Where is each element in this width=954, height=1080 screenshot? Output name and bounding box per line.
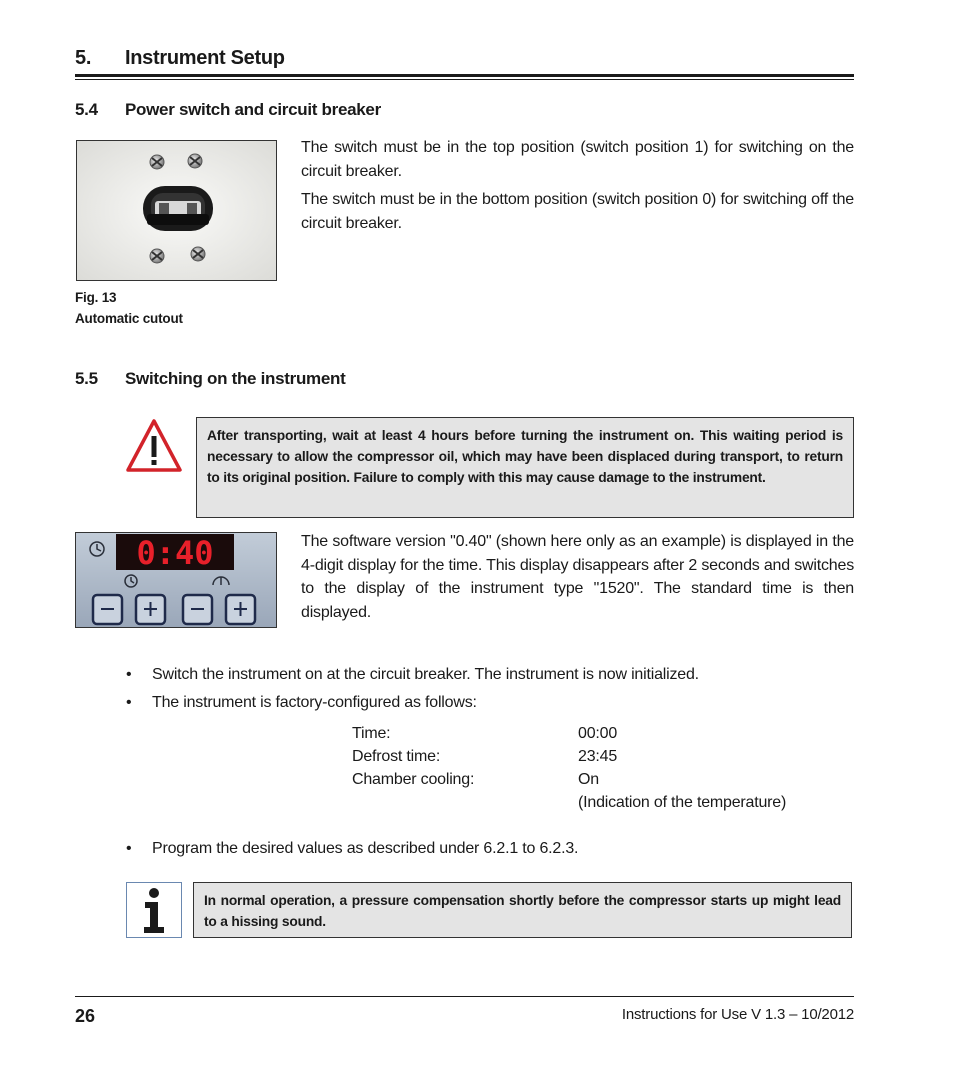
plus-button-icon	[136, 595, 165, 624]
config-row	[352, 791, 832, 814]
figure-caption-text: Automatic cutout	[75, 311, 183, 326]
header-rule-thin	[75, 79, 854, 80]
minus-button-icon	[183, 595, 212, 624]
bullet-icon: •	[126, 840, 132, 857]
bullet-icon: •	[126, 694, 132, 711]
page-number: 26	[75, 1006, 96, 1026]
section-title: Switching on the instrument	[125, 369, 346, 388]
chapter-heading	[75, 47, 854, 70]
figure-caption	[75, 287, 183, 329]
list-item-text: Program the desired values as described under 6.2.1 to 6.2.3.	[152, 840, 579, 857]
footer-text: Instructions for Use V 1.3 – 10/2012	[621, 1006, 854, 1023]
control-panel-image	[76, 533, 276, 627]
config-value: On	[578, 771, 599, 788]
list-item-text: The instrument is factory-configured as follows:	[152, 694, 477, 711]
list-item	[126, 840, 578, 858]
display-readout: 0:40	[136, 534, 214, 572]
circuit-breaker-image	[77, 141, 276, 280]
chapter-number: 5.	[75, 47, 92, 69]
warning-box	[196, 417, 854, 518]
screw-icon	[188, 154, 202, 168]
section-title: Power switch and circuit breaker	[125, 100, 381, 119]
circuit-breaker-photo	[76, 140, 277, 281]
switch-icon	[143, 186, 213, 231]
section-number: 5.5	[75, 369, 98, 388]
section-number: 5.4	[75, 100, 98, 119]
section-5-4-heading	[75, 100, 381, 120]
config-row	[352, 768, 832, 791]
paragraph: The software version "0.40" (shown here only as an example) is displayed in the 4-digit display for the time. This display disappears after 2 seconds and switches to the display of the instrument type "1520". The standard time is then displayed.	[301, 533, 854, 621]
warning-triangle-icon	[126, 418, 182, 474]
paragraph: The switch must be in the bottom position (switch position 0) for switching off the circuit breaker.	[301, 191, 854, 232]
chapter-title: Instrument Setup	[125, 47, 285, 69]
config-label: Defrost time:	[352, 748, 441, 765]
info-box	[193, 882, 852, 938]
info-text: In normal operation, a pressure compensation shortly before the compressor starts up might lead to a hissing sound.	[204, 893, 841, 929]
config-value: 00:00	[578, 725, 618, 742]
warning-text: After transporting, wait at least 4 hours before turning the instrument on. This waiting period is necessary to allow the compressor oil, which may have been displaced during transport, to return to its original position. Failure to comply with this may cause damage to the instrument.	[207, 428, 843, 485]
list-item	[126, 694, 477, 712]
screw-icon	[150, 155, 164, 169]
config-row	[352, 745, 832, 768]
figure-label: Fig. 13	[75, 290, 117, 305]
control-panel-photo	[75, 532, 277, 628]
list-item	[126, 666, 699, 684]
plus-button-icon	[226, 595, 255, 624]
paragraph: The switch must be in the top position (switch position 1) for switching on the circuit breaker.	[301, 139, 854, 180]
bullet-icon: •	[126, 666, 132, 683]
screw-icon	[191, 247, 205, 261]
header-rule-thick	[75, 74, 854, 77]
config-value: (Indication of the temperature)	[578, 794, 787, 811]
config-label: Time:	[352, 725, 391, 742]
section-5-5-heading	[75, 369, 345, 389]
section-5-5-text	[301, 530, 854, 629]
config-value: 23:45	[578, 748, 618, 765]
footer-rule	[75, 996, 854, 997]
section-5-4-text	[301, 136, 854, 240]
factory-config-table	[352, 722, 832, 814]
screw-icon	[150, 249, 164, 263]
config-label: Chamber cooling:	[352, 771, 475, 788]
list-item-text: Switch the instrument on at the circuit breaker. The instrument is now initialized.	[152, 666, 699, 683]
minus-button-icon	[93, 595, 122, 624]
info-icon	[126, 882, 182, 938]
config-row	[352, 722, 832, 745]
